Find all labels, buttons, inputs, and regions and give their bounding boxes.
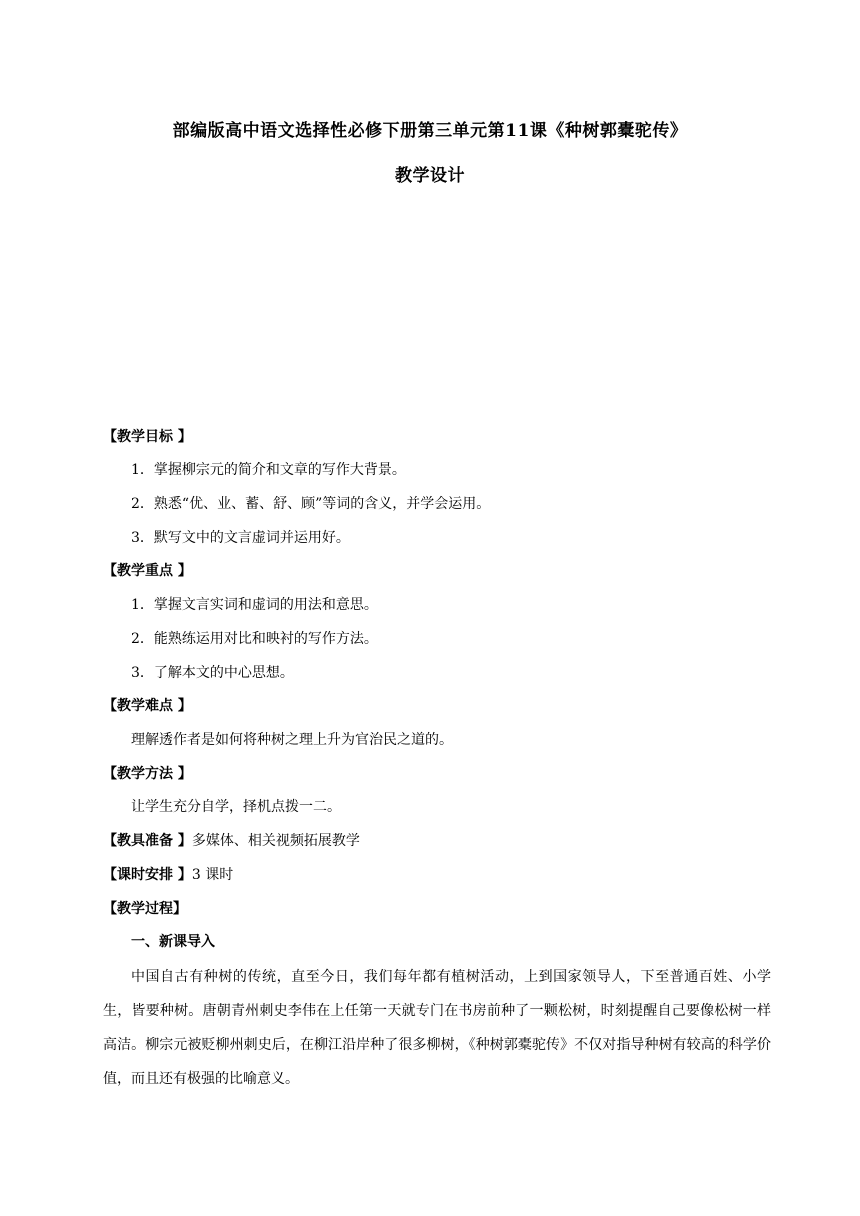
key-points-item-3: 3．了解本文的中心思想。	[131, 665, 294, 681]
schedule-line	[103, 865, 763, 885]
goals-item-1: 1．掌握柳宗元的简介和文章的写作大背景。	[131, 462, 406, 478]
schedule-heading: 【课时安排 】	[103, 867, 192, 883]
difficulties-heading: 【教学难点 】	[103, 698, 192, 714]
key-points-heading: 【教学重点 】	[103, 563, 192, 579]
goals-heading: 【教学目标 】	[103, 429, 192, 445]
tools-heading: 【教具准备 】	[103, 833, 192, 849]
process-sub-heading: 一、新课导入	[131, 934, 215, 950]
methods-heading: 【教学方法 】	[103, 766, 192, 782]
tools-line	[103, 831, 763, 851]
document-title: 部编版高中语文选择性必修下册第三单元第11课《种树郭橐驼传》	[172, 121, 688, 141]
tools-text: 多媒体、相关视频拓展教学	[191, 833, 360, 849]
key-points-item-1: 1．掌握文言实词和虚词的用法和意思。	[131, 597, 378, 613]
document-subtitle: 教学设计	[395, 166, 465, 186]
intro-paragraph: 中国自古有种树的传统，直至今日，我们每年都有植树活动，上到国家领导人，下至普通百姓、小学生，皆要种树。唐朝青州刺史李伟在上任第一天就专门在书房前种了一颗松树，时刻提醒自己要像松树一样高洁。柳宗元被贬柳州刺史后，在柳江沿岸种了很多柳树，《种树郭橐驼传》不仅对指导种树有较高的科学价值，而且还有极强的比喻意义。	[103, 969, 771, 1087]
goals-item-3: 3．默写文中的文言虚词并运用好。	[131, 530, 350, 546]
process-heading: 【教学过程】	[103, 901, 187, 917]
goals-item-2: 2．熟悉“优、业、蓄、舒、顾”等词的含义，并学会运用。	[131, 496, 491, 512]
difficulties-text: 理解透作者是如何将种树之理上升为官治民之道的。	[131, 732, 453, 748]
key-points-item-2: 2．能熟练运用对比和映衬的写作方法。	[131, 631, 378, 647]
schedule-text: 3 课时	[191, 867, 234, 883]
methods-text: 让学生充分自学，择机点拨一二。	[131, 799, 341, 815]
